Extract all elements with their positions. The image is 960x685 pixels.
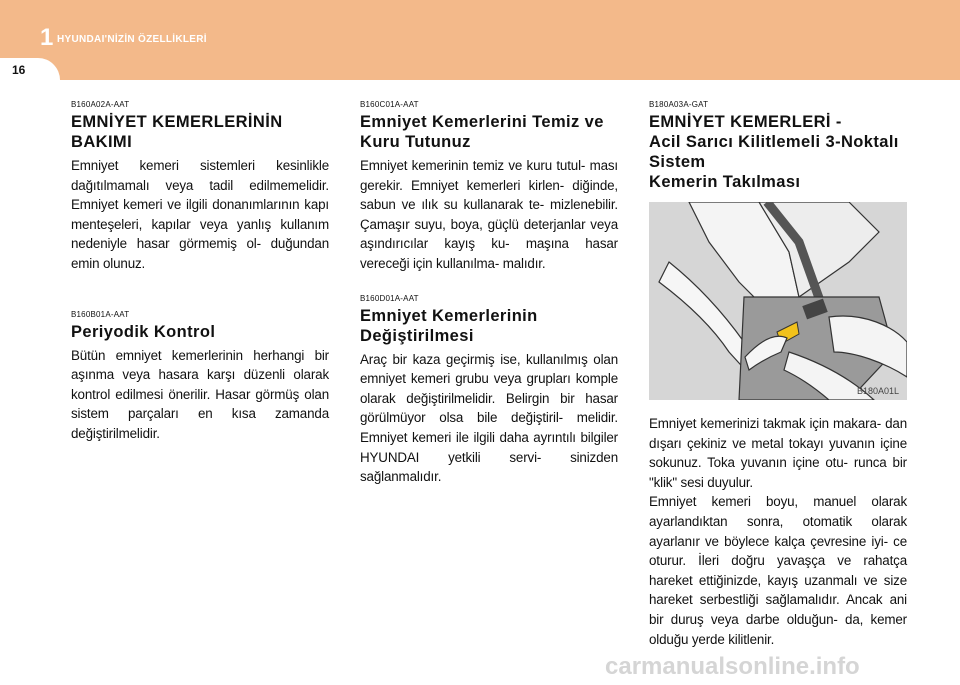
chapter-number: 1 xyxy=(40,24,54,51)
section-text: Araç bir kaza geçirmiş ise, kullanılmış olan emniyet kemeri grubu veya grupları komple olarak değiştirilmelidir. Belirgin bir hasar görülmüyor olsa bile değiştiril- melidir. Emniyet kemeri ile ilgili daha ayrıntılı bilgiler HYUNDAI yetkili servi- sinizden sağlanmalıdır. xyxy=(360,351,618,485)
section-code: B160B01A-AAT xyxy=(71,309,130,319)
section-code: B160D01A-AAT xyxy=(360,293,419,303)
section-text: Emniyet kemerinizi takmak için makara- dan dışarı çekiniz ve metal tokayı yuvanın içine sokunuz. Toka yuvanın içine otu- runca bir "klik" sesi duyulur. xyxy=(649,416,907,490)
section-text: Emniyet kemerinin temiz ve kuru tutul- ması gerekir. Emniyet kemerleri kirlen- diğinde, sabun ve ılık su kullanarak te- mizlenebilir. Çamaşır suyu, boya, güçlü deterjanlar veya aşındırıcılar kayış ku- maşına hasar vereceği için kullanılma- malıdır. xyxy=(360,158,618,271)
section-title: EMNİYET KEMERLERİNİN BAKIMI xyxy=(71,113,283,151)
section-title: Emniyet Kemerlerini Temiz ve Kuru Tutunuz xyxy=(360,113,604,151)
column-3 xyxy=(649,100,907,649)
section-title: Emniyet Kemerlerinin Değiştirilmesi xyxy=(360,306,538,345)
chapter-title: HYUNDAI'NİZİN ÖZELLİKLERİ xyxy=(57,34,207,45)
section-title: Periyodik Kontrol xyxy=(71,322,216,341)
section-code: B160C01A-AAT xyxy=(360,100,419,109)
section-text: Emniyet kemeri boyu, manuel olarak ayarlandıktan sonra, otomatik olarak ayarlanır ve böylece kalça çevresine iyi- ce oturur. İleri doğru yavaşça ve rahatça hareket ettiğinizde, kayış uzanmalı ve size hareket serbestliği sağlamalıdır. Ancak ani bir duruş veya darbe olduğun- da, kemer olduğu yerde kilitlenir. xyxy=(649,494,907,647)
section-text: Bütün emniyet kemerlerinin herhangi bir aşınma veya hasara karşı düzenli olarak kontrol edilmesi önerilir. Hasar görmüş olan sistem parçaları en kısa zamanda değiştirilmelidir. xyxy=(71,347,329,441)
section-code: B180A03A-GAT xyxy=(649,100,709,109)
column-1 xyxy=(71,100,329,444)
watermark: carmanualsonline.info xyxy=(605,653,860,680)
seatbelt-illustration xyxy=(649,202,907,400)
section-text: Emniyet kemeri sistemleri kesinlikle dağıtılmamalı veya tadil edilmemelidir. Emniyet kemeri ve ilgili donanımlarının kapı menteşeleri, kapılar veya yanlış kullanım nedeniyle hasar görmemiş ol- duğundan emin olunuz. xyxy=(71,158,329,271)
section-title: EMNİYET KEMERLERİ - Acil Sarıcı Kilitlemeli 3-Noktalı Sistem Kemerin Takılması xyxy=(649,113,899,191)
figure-code: B180A01L xyxy=(856,386,899,396)
page-number: 16 xyxy=(12,63,26,77)
column-2 xyxy=(360,100,618,487)
section-code: B160A02A-AAT xyxy=(71,100,130,109)
seatbelt-drawing xyxy=(649,202,907,400)
